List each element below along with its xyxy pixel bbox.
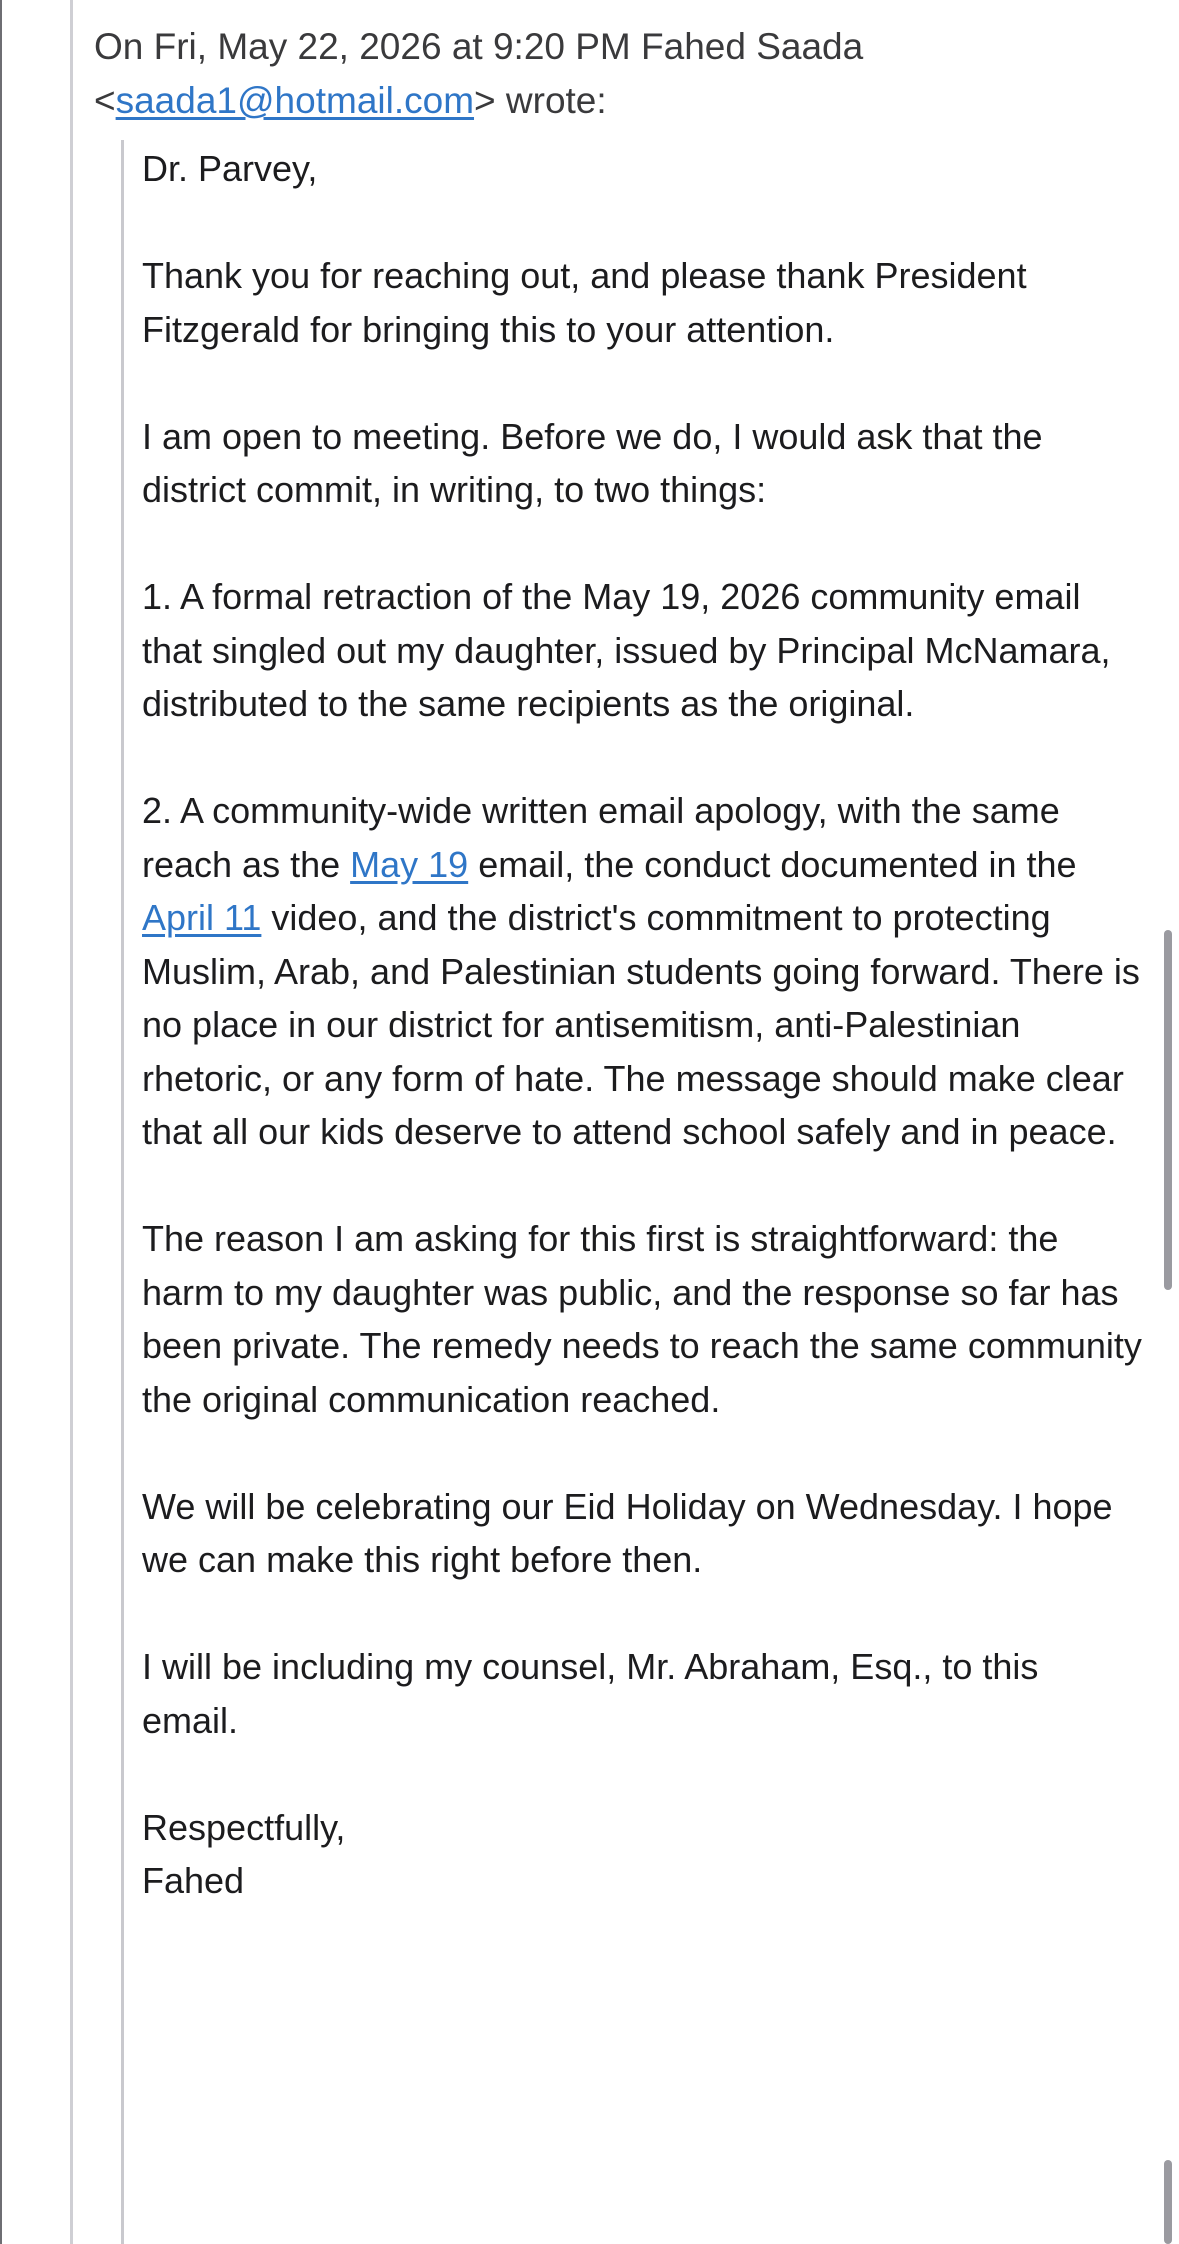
scrollbar-thumb[interactable]: [1164, 930, 1172, 1290]
may-19-link[interactable]: May 19: [350, 843, 469, 885]
attribution-open-bracket: <: [94, 80, 116, 121]
april-11-link[interactable]: April 11: [142, 897, 262, 938]
message-signature: Fahed: [142, 1860, 245, 1901]
quoted-message-body: [142, 142, 1142, 1908]
message-paragraph-4: [142, 784, 1142, 1159]
message-paragraph-1: Thank you for reaching out, and please thank President Fitzgerald for bringing this to your attention.: [142, 255, 1027, 350]
message-paragraph-7: I will be including my counsel, Mr. Abraham, Esq., to this email.: [142, 1646, 1039, 1741]
secondary-scrollbar-thumb[interactable]: [1164, 2160, 1172, 2244]
attribution-close-bracket: >: [474, 80, 496, 121]
message-paragraph-2: I am open to meeting. Before we do, I would ask that the district commit, in writing, to two things:: [142, 415, 1043, 510]
quote-attribution: [94, 20, 1154, 128]
attribution-text: On Fri, May 22, 2026 at 9:20 PM Fahed Saada: [94, 26, 864, 67]
message-paragraph-3: 1. A formal retraction of the May 19, 2026 community email that singled out my daughter, issued by Principal McNamara, distributed to the same recipients as the original.: [142, 576, 1111, 724]
paragraph-4-text-1: 2. A community-wide written email apology, with the same reach as the: [142, 790, 1060, 885]
outer-quote-bar: [70, 0, 73, 2244]
paragraph-spacer: [142, 196, 1142, 250]
paragraph-4-text-3: video, and the district's commitment to protecting Muslim, Arab, and Palestinian students going forward. There is no place in our district for antisemitism, anti-Palestinian rhetoric, or any form of hate. The message should make clear that all our kids deserve to attend school safely and in peace.: [142, 897, 1140, 1152]
message-closing: Respectfully,: [142, 1806, 346, 1848]
page-edge: [0, 0, 2, 2244]
inner-quote-bar: [121, 140, 124, 2244]
paragraph-4-text-2: email, the conduct documented in the: [468, 843, 1077, 885]
message-paragraph-6: We will be celebrating our Eid Holiday on Wednesday. I hope we can make this right before then.: [142, 1485, 1113, 1580]
sender-email-link[interactable]: saada1@hotmail.com: [115, 80, 475, 121]
message-paragraph-5: The reason I am asking for this first is straightforward: the harm to my daughter was public, and the response so far has been private. The remedy needs to reach the same community the original communication reached.: [142, 1218, 1142, 1420]
attribution-wrote: wrote:: [495, 80, 607, 121]
message-greeting: Dr. Parvey,: [142, 148, 318, 189]
